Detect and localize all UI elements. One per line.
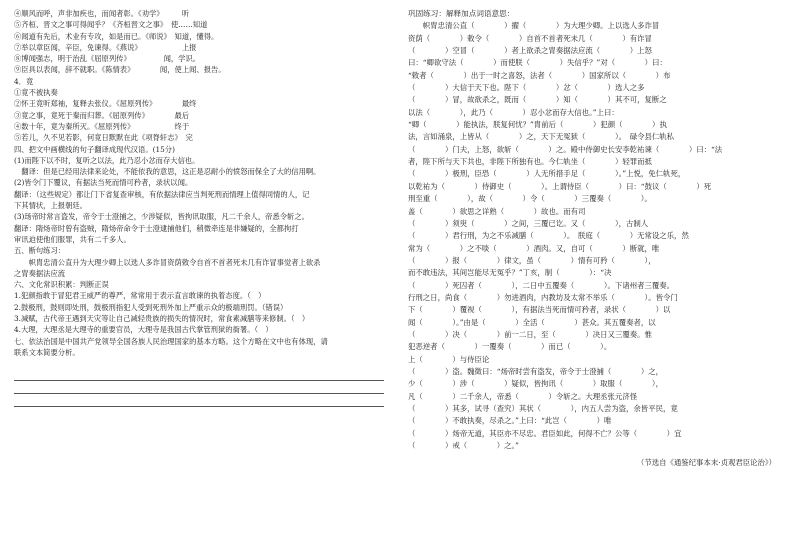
left-text-line: 2.鼓极刑，鼓则即处刑，鼓极刑指犯人受到死刑外加上严重示众的极端刑罚。（错误）: [14, 302, 288, 312]
left-text-line: ⑥闻道有先后，术业有专攻，如是而已。《师说》 知道，懂得。: [14, 31, 219, 41]
left-text-line: ⑤若儿，久不见若影，何竟日默默在此《项脊轩志》 完: [14, 133, 193, 143]
exercise-title: 巩固练习：解释加点词语意思：: [408, 9, 515, 18]
right-text-line: 上（ ）与侍臣论: [408, 354, 490, 364]
left-text-line: (3)玚帝时常言盗发，帝令于士澄捕之，少涉疑似，皆拘讯取服，凡二千余人，帝悉令斩之。: [14, 212, 309, 222]
right-text-line: （ ）死囚者（ ），二日中五覆奏（ ）。下诸州者三覆奏。: [408, 280, 675, 290]
right-text-line: 以乾祐为（ ）侍御史（ ）。上谓侍臣（ ）曰：“鼓议（ ）死: [408, 181, 712, 191]
left-text-line: 4．竟: [14, 76, 34, 86]
left-text-line: 3.减赋，古代帝王遇到天灾等让自己减轻贵族的损失的情况时，常食素减膳等来修制。（ ）: [14, 314, 310, 324]
left-text-block: [14, 8, 392, 358]
right-text-line: “敕者（ ）出于一时之喜怒，法者（ ）国家所以（ ）布: [408, 70, 671, 80]
right-text-line: 曰：“卿欲守法（ ）而使朕（ ）失信乎？”对（ ）曰：: [408, 58, 667, 68]
left-text-line: ②怀王竟听郑袖，复释去张仪。《屈原列传》 最终: [14, 99, 197, 109]
left-text-line: 四、把文中画横线的句子翻译成现代汉语。(15分): [14, 144, 175, 154]
answer-line[interactable]: [14, 394, 384, 407]
left-text-line: ⑤齐桓、晋文之事可得闻乎？《齐桓晋文之事》 使……知道: [14, 20, 208, 30]
right-text-line: 盖（ ）欲思之详熟（ ）故也。而有司: [408, 206, 586, 216]
left-text-line: 翻译：但是已经用法律来论处，不能依我的意思，这正是忍耐小的愤怒而保全了大的信用啊。: [14, 167, 321, 177]
right-text-line: 常为（ ）之不啖（ ）酒肉。又，自可（ ）断就，唯: [408, 243, 660, 253]
right-text-line: （ ）大信于天下也。陛下（ ）忿（ ）选人之多: [408, 83, 645, 93]
left-text-line: 翻译：（这些规定）都让门下省复查审核，有依据法律应当判死刑而情理上值得同情的人，记: [14, 189, 310, 199]
right-text-line: （ ）门夫，上怒，欲斩（ ）之。殿中侍御史长安李乾祐谏（ ）曰：“法: [408, 144, 723, 154]
right-text-line: 刑至重（ ），故（ ）令（ ）三覆奏（ ）。: [408, 194, 652, 204]
right-text-line: 闻（ ）。”由是（ ）全活（ ）甚众。其五覆奏者，以: [408, 317, 656, 327]
left-text-line: (2)皆令门下覆议，有据法当死而情可矜者，录状以闻。: [14, 178, 193, 188]
right-column: [408, 8, 782, 470]
right-text-line: （ ）盗。魏徵曰：“炀帝时尝有盗发，帝令于士澄捕（ ）之，: [408, 366, 664, 376]
left-text-line: 下其情状，上报朝廷。: [14, 201, 87, 211]
right-text-line: 以法（ ），此乃（ ）忍小忿而存大信也。”上曰：: [408, 107, 619, 117]
left-text-line: 4.大理，大理丞是大理寺的重要官员，大理寺是我国古代掌管刑狱的衙署。（ ）: [14, 325, 273, 335]
right-text-line: 犯恶逆者（ ）一覆奏（ ）而已（ ）。: [408, 342, 612, 352]
left-text-line: 六、文化常识积累：判断正误: [14, 280, 109, 290]
right-text-line: 凡（ ）二千余人，帝悉（ ）令斩之。大理丞张元济怪: [408, 391, 638, 401]
right-text-line: 行刑之日，尚食（ ）勿进酒肉，内教坊及太常不举乐（ ）。皆令门: [408, 292, 678, 302]
left-text-line: 五、断句练习：: [14, 246, 66, 256]
left-text-line: ⑧博闻强志，明于治乱《屈原列传》 闻，学识。: [14, 54, 201, 64]
right-text-line: （ ）不敢执奏，尽杀之。”上曰：“此岂（ ）唯: [408, 416, 612, 426]
left-text-line: (1)而陛下以不时，复听之以法，此乃忍小忿而存大信也。: [14, 155, 200, 165]
right-text-line: 少（ ）涉（ ）疑似，皆拘讯（ ）取服（ ），: [408, 379, 663, 389]
right-text-line: （ ）冒，故欲杀之，既而（ ）知（ ）其不可，复断之: [408, 95, 667, 105]
left-text-line: 之胄奏据法应流: [14, 268, 66, 278]
right-text-line: （ ）炀帝无道，其臣亦不尽忠。君臣如此，何得不亡？公等（ ）宜: [408, 428, 682, 438]
left-text-line: 联系文本简要分析。: [14, 347, 80, 357]
right-text-line: 帜胄忠清公直（ ）擢（ ）为大理少卿。上以选人多诈冒: [408, 21, 660, 31]
left-text-line: ⑨臣具以表闻，辞不就职。《陈情表》 闻，使上闻、报告。: [14, 65, 226, 75]
right-text-line: （ ）其多，试寻（查究）其状（ ），内五人尝为盗，余皆平民，竟: [408, 404, 678, 413]
left-text-line: 七、依法治国是中国共产党领导全国各族人民治理国家的基本方略。这个方略在文中也有体现，请: [14, 336, 328, 346]
left-text-line: 审讯迫使他们服罪，共有二千多人。: [14, 234, 131, 244]
right-text-line: （ ）空冒（ ）者上欲杀之胄奏据法应流（ ）上怒: [408, 46, 652, 56]
right-text-line: 法，言如涌泉，上皆从（ ）之，天下无冤狱（ ）。 碌令县仁轨私: [408, 132, 675, 142]
right-text-line: “卿（ ）能执法，朕复何忧？”胄前后（ ）犯颜（ ）执: [408, 120, 667, 130]
right-text-line: （ ）君行刑，为之不乐减膳（ ）。 朕庭（ ）无常设之乐，然: [408, 231, 689, 241]
right-text-line: 下（ ）覆视（ ），有据法当死而情可矜者，录状（ ）以: [408, 305, 671, 315]
left-column: [14, 8, 392, 407]
right-text-line: （ ）须臾（ ）之间，三覆已讫。又（ ），古制人: [408, 218, 649, 228]
left-text-line: 帜胄忠清公直升为大理少卿上以选人多诈冒资荫敕令自首不首者死未几有诈冒事觉者上欲杀: [14, 257, 321, 267]
left-text-line: ④顺风而呼，声非加疾也，而闻者彰。《劝学》 听: [14, 9, 190, 18]
answer-line[interactable]: [14, 368, 384, 381]
answer-writing-lines: [14, 368, 392, 407]
source-citation: （节选自《通鉴纪事本末·贞观君臣论治》）: [636, 458, 776, 468]
right-text-line: （ ）报（ ）律文，虽（ ）情有可矜（ ），: [408, 255, 656, 265]
left-text-line: ④数十年，竟为秦所灭。《屈原列传》 终于: [14, 121, 190, 131]
right-text-line: 而不敢违法，其间岂能尽无冤乎？”丁亥，制（ ）：“决: [408, 268, 612, 278]
right-text-line: （ ）决（ ）前一二日，至（ ）决日又三覆奏。惟: [408, 329, 652, 339]
left-text-line: 翻译：隋炀帝时曾有盗贼，隋炀帝命令于士澄逮捕他们，稍微牵连是非嫌疑的，全都拘打: [14, 223, 299, 233]
right-text-line: 者，陛下所与天下共也，非陛下所独有也。今仁轨坐（ ）轻罪而抵: [408, 157, 652, 167]
left-text-line: 1.犯颜指敢于冒犯君王威严的尊严，常常用于表示直言敢谏的执着态度。（ ）: [14, 291, 266, 301]
left-text-line: ⑦举以章臣闻，辛臣，免谏得。《燕说》 上报: [14, 42, 197, 52]
right-text-block: [408, 20, 782, 452]
right-text-line: （ ）戒（ ）之。”: [408, 441, 519, 451]
left-text-line: ③竟之事，竟死于秦而归葬。《屈原列传》 最后: [14, 110, 190, 120]
right-text-line: 资荫（ ）敕令（ ）自首不首者死未几（ ）有诈冒: [408, 33, 652, 43]
right-text-line: （ ）极刑，臣恐（ ）人无所措手足（ ）。”上悦，免仁轨死，: [408, 169, 686, 179]
left-text-line: ①竟不被执奏: [14, 88, 58, 98]
answer-line[interactable]: [14, 381, 384, 394]
